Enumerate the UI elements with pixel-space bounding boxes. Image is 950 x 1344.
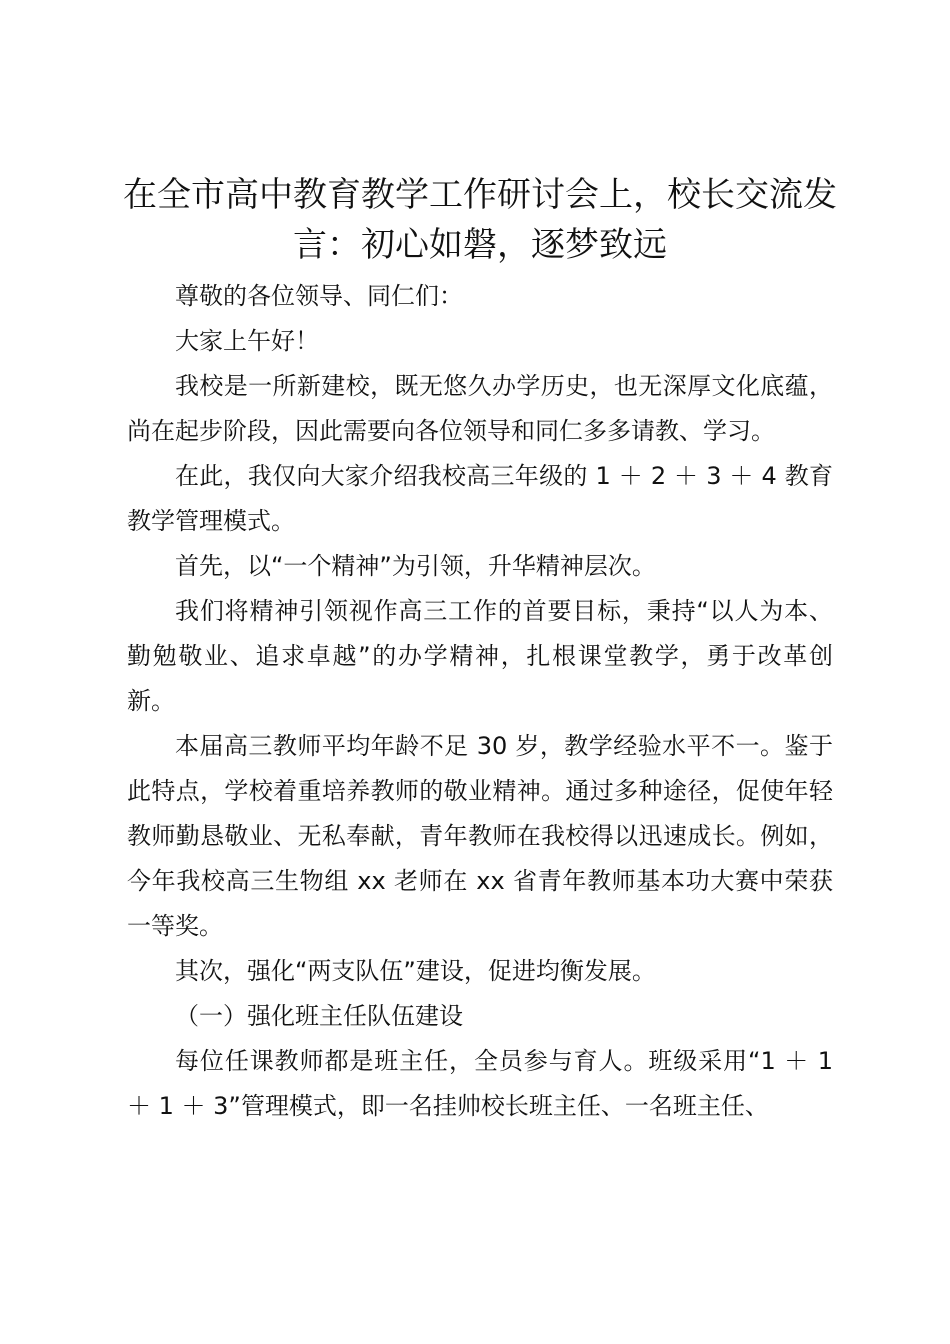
paragraph-greeting: 尊敬的各位领导、同仁们：	[175, 282, 463, 310]
document-title: 在全市高中教育教学工作研讨会上，校长交流发言：初心如磐，逐梦致远	[123, 175, 837, 265]
paragraph-model: 在此，我仅向大家介绍我校高三年级的 1 ＋ 2 ＋ 3 ＋ 4 教育教学管理模式。	[127, 462, 833, 535]
paragraph-first-point: 首先，以“一个精神”为引领，升华精神层次。	[175, 552, 656, 580]
paragraph-second-point: 其次，强化“两支队伍”建设，促进均衡发展。	[175, 957, 656, 985]
paragraph-spirit: 我们将精神引领视作高三工作的首要目标，秉持“以人为本、勤勉敬业、追求卓越”的办学精神，扎根课堂教学，勇于改革创新。	[127, 597, 833, 715]
paragraph-intro: 我校是一所新建校，既无悠久办学历史，也无深厚文化底蕴，尚在起步阶段，因此需要向各位领导和同仁多多请教、学习。	[127, 372, 833, 445]
document-page	[123, 170, 837, 1129]
paragraph-class-model: 每位任课教师都是班主任，全员参与育人。班级采用“1 ＋ 1 ＋ 1 ＋ 3”管理模式，即一名挂帅校长班主任、一名班主任、	[127, 1047, 833, 1120]
paragraph-subheading: （一）强化班主任队伍建设	[175, 1002, 463, 1030]
document-body	[127, 274, 833, 1129]
paragraph-salutation: 大家上午好！	[175, 327, 319, 355]
paragraph-teachers: 本届高三教师平均年龄不足 30 岁，教学经验水平不一。鉴于此特点，学校着重培养教师的敬业精神。通过多种途径，促使年轻教师勤恳敬业、无私奉献，青年教师在我校得以迅速成长。例如，今年我校高三生物组 xx 老师在 xx 省青年教师基本功大赛中荣获一等奖。	[127, 732, 833, 940]
